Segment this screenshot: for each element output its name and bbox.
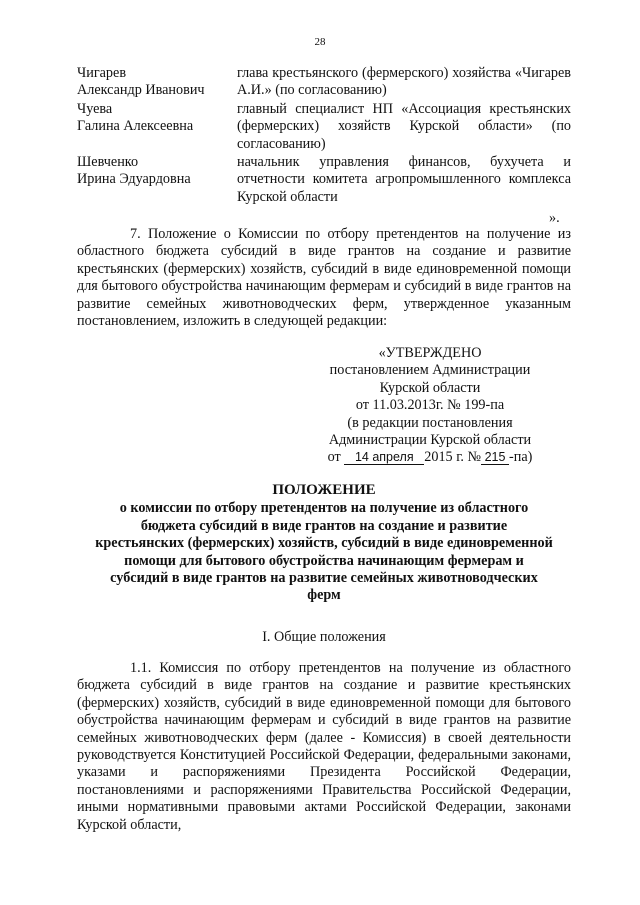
regulation-title [77, 482, 571, 605]
member-row [77, 154, 571, 206]
member-given-names: Александр Иванович [77, 82, 205, 99]
member-name [77, 65, 237, 100]
approved-line: Администрации Курской области [328, 432, 532, 449]
member-surname: Шевченко [77, 154, 139, 171]
approval-stamp-block [280, 345, 580, 467]
member-name [77, 154, 237, 206]
member-name [77, 101, 237, 153]
section-heading: I. Общие положения [262, 629, 386, 645]
revision-number-field: 215 [481, 450, 509, 465]
closing-quote: ». [549, 210, 560, 226]
regulation-heading: ПОЛОЖЕНИЕ [272, 482, 376, 498]
member-role: глава крестьянского (фермерского) хозяйства «Чигарев А.И.» (по согласованию) [237, 65, 571, 99]
approved-line: постановлением Администрации [329, 362, 531, 379]
revision-day-month-field: 14 апреля [344, 450, 424, 465]
revision-suffix: -па) [509, 449, 533, 466]
member-given-names: Ирина Эдуардовна [77, 171, 191, 188]
regulation-subtitle-line: субсидий в виде грантов на развитие семейных животноводческих [110, 570, 538, 587]
member-surname: Чуева [77, 100, 113, 117]
member-row [77, 101, 571, 153]
member-surname: Чигарев [77, 65, 127, 81]
paragraph-1-1 [77, 660, 571, 834]
paragraph-1-1-text: 1.1. Комиссия по отбору претендентов на получение из областного бюджета субсидий в виде грантов на создание и развитие крестьянских (фермерских) хозяйств, субсидий в виде единовременной помощи для бытового обустройства начинающим фермерам и субсидий в виде грантов на развитие семейных животноводческих ферм (далее - Комиссия) в своей деятельности руководствуется Конституцией Российской Федерации, федеральными законами, указами и распоряжениями Президента Российской Федерации, постановлениями и распоряжениями Правительства Российской Федерации, иными нормативными правовыми актами Российской Федерации, законами Курской области, [77, 660, 571, 833]
commission-members-list [77, 65, 571, 207]
regulation-subtitle-line: бюджета субсидий в виде грантов на создание и развитие [140, 517, 508, 534]
approved-line: (в редакции постановления [347, 414, 513, 431]
regulation-subtitle-line: ферм [307, 587, 341, 604]
revision-year: 2015 г. № [424, 449, 482, 466]
regulation-subtitle-line: о комиссии по отбору претендентов на получение из областного [119, 500, 529, 517]
page-number: 28 [314, 36, 326, 48]
member-row [77, 65, 571, 100]
member-role: начальник управления финансов, бухучета и отчетности комитета агропромышленного комплекса Курской области [237, 154, 571, 205]
approved-date-number: от 11.03.2013г. № 199-па [355, 397, 505, 414]
revision-prefix: от [327, 449, 341, 466]
regulation-subtitle-line: крестьянских (фермерских) хозяйств, субсидий в виде единовременной [95, 535, 553, 552]
approved-line: Курской области [379, 379, 481, 396]
member-given-names: Галина Алексеевна [77, 118, 194, 135]
paragraph-7 [77, 226, 571, 330]
approved-revision-date [280, 449, 580, 466]
approved-heading: «УТВЕРЖДЕНО [378, 345, 482, 361]
regulation-subtitle-line: помощи для бытового обустройства начинающим фермерам и [124, 552, 524, 569]
member-role: главный специалист НП «Ассоциация крестьянских (фермерских) хозяйств Курской области» (по согласованию) [237, 100, 571, 152]
paragraph-7-text: 7. Положение о Комиссии по отбору претендентов на получение из областного бюджета субсидий в виде грантов на создание и развитие крестьянских (фермерских) хозяйств, субсидий в виде единовременной помощи для бытового обустройства начинающим фермерам и субсидий в виде грантов на развитие семейных животноводческих ферм, утвержденное указанным постановлением, изложить в следующей редакции: [77, 226, 571, 330]
